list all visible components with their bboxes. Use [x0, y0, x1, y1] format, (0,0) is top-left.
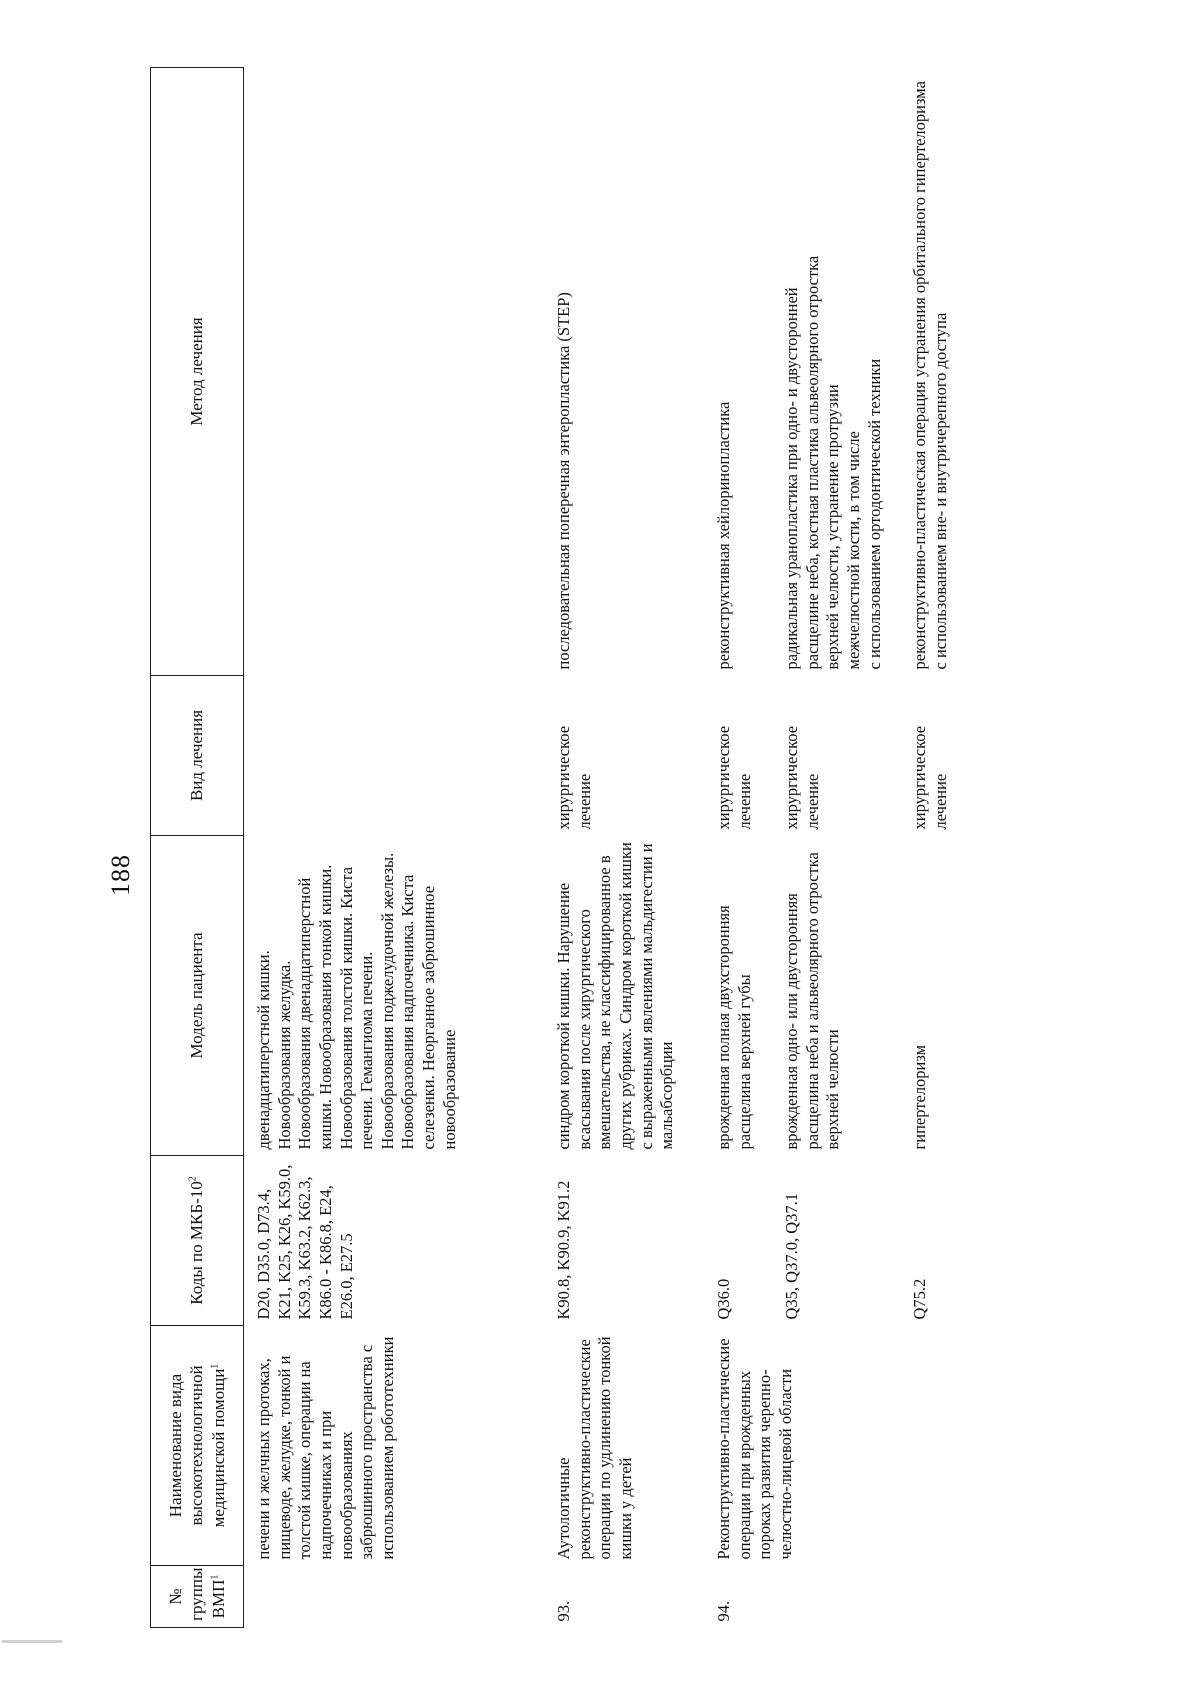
cell-type: хирургическое лечение — [554, 725, 594, 830]
cell-type: хирургическое лечение — [910, 725, 950, 830]
cell-group: Реконструктивно-пластические операции при врожденных пороках развития черепно-челюстно-лицевой области — [714, 1338, 795, 1560]
cell-model: врожденная одно- или двусторонняя расщелина неба и альвеолярного отростка верхней челюсти — [782, 852, 843, 1150]
scan-edge-mark — [2, 1640, 62, 1643]
header-method: Метод лечения — [151, 68, 244, 676]
page-number: 188 — [106, 854, 135, 896]
header-codes: Коды по МКБ-$10^2$ — [151, 1156, 244, 1326]
rotated-table-sheet — [150, 68, 1060, 1628]
cell-type — [244, 676, 551, 836]
cell-type: хирургическое лечение — [782, 725, 822, 830]
table-row — [244, 68, 551, 1628]
cell-type: хирургическое лечение — [714, 725, 754, 830]
cell-codes: Q35, Q37.0, Q37.1 — [782, 1193, 801, 1320]
header-type: Вид лечения — [151, 676, 244, 836]
cell-model: синдром короткой кишки. Нарушение всасывания после хирургического вмешательства, не классифицированное в других рубриках. Синдром короткой кишки с выраженными явлениями мальдигестии и мальабсорбции — [554, 842, 677, 1150]
cell-num — [244, 1566, 551, 1628]
header-model: Модель пациента — [151, 836, 244, 1156]
table-row — [550, 68, 710, 1628]
cell-model: двенадцатиперстной кишки. Новообразования желудка. Новообразования двенадцатиперстной кишки. Новообразования тонкой кишки. Новообразования толстой кишки. Киста печени. Гемангиома печени. Новообразования поджелудочной железы. Новообразования надпочечника. Киста селезенки. Неорганное забрюшинное новообразование — [254, 852, 459, 1150]
cell-method: реконструктивная хейлоринопластика — [714, 401, 733, 670]
cell-method — [244, 68, 551, 676]
cell-group: Аутологичные реконструктивно-пластические операции по удлинению тонкой кишки у детей — [554, 1336, 635, 1560]
header-num: № группы ВМП$^1$ — [151, 1566, 244, 1628]
header-group: Наименование вида высокотехнологичной медицинской помощи$^1$ — [151, 1326, 244, 1566]
vmp-table — [150, 67, 1036, 1628]
table-header-row — [151, 68, 244, 1628]
cell-group: печени и желчных протоках, пищеводе, желудке, тонкой и толстой кишке, операции на надпочечниках и при новообразованиях забрюшинного пространства с использованием робототехники — [254, 1336, 397, 1560]
cell-codes: Q36.0 — [714, 1278, 733, 1320]
table-row — [710, 68, 778, 1628]
cell-method: радикальная уранопластика при одно- и двусторонней расщелине неба, костная пластика альвеолярного отростка верхней челюсти, устранение протрузии межчелюстной кости, в том числе с использованием ортодонтической техники — [782, 255, 884, 670]
cell-codes: D20, D35.0, D73.4, K21, K25, K26, K59.0, K59.3, K63.2, K62.3, K86.0 - K86.8, E24, E26.0, E27.5 — [254, 1164, 356, 1320]
cell-codes: K90.8, K90.9, K91.2 — [554, 1180, 573, 1320]
cell-model: гипертелоризм — [910, 1044, 929, 1150]
cell-method: последовательная поперечная энтеропластика (STEP) — [554, 292, 573, 670]
cell-num — [778, 1566, 906, 1628]
cell-model: врожденная полная двухсторонняя расщелина верхней губы — [714, 905, 754, 1150]
cell-num: 93. — [554, 1600, 573, 1622]
cell-method: реконструктивно-пластическая операция устранения орбитального гипертелоризма с использованием вне- и внутричерепного доступа — [910, 81, 950, 670]
cell-num: 94. — [714, 1600, 733, 1622]
cell-codes: Q75.2 — [910, 1278, 929, 1320]
cell-num — [906, 1566, 1036, 1628]
